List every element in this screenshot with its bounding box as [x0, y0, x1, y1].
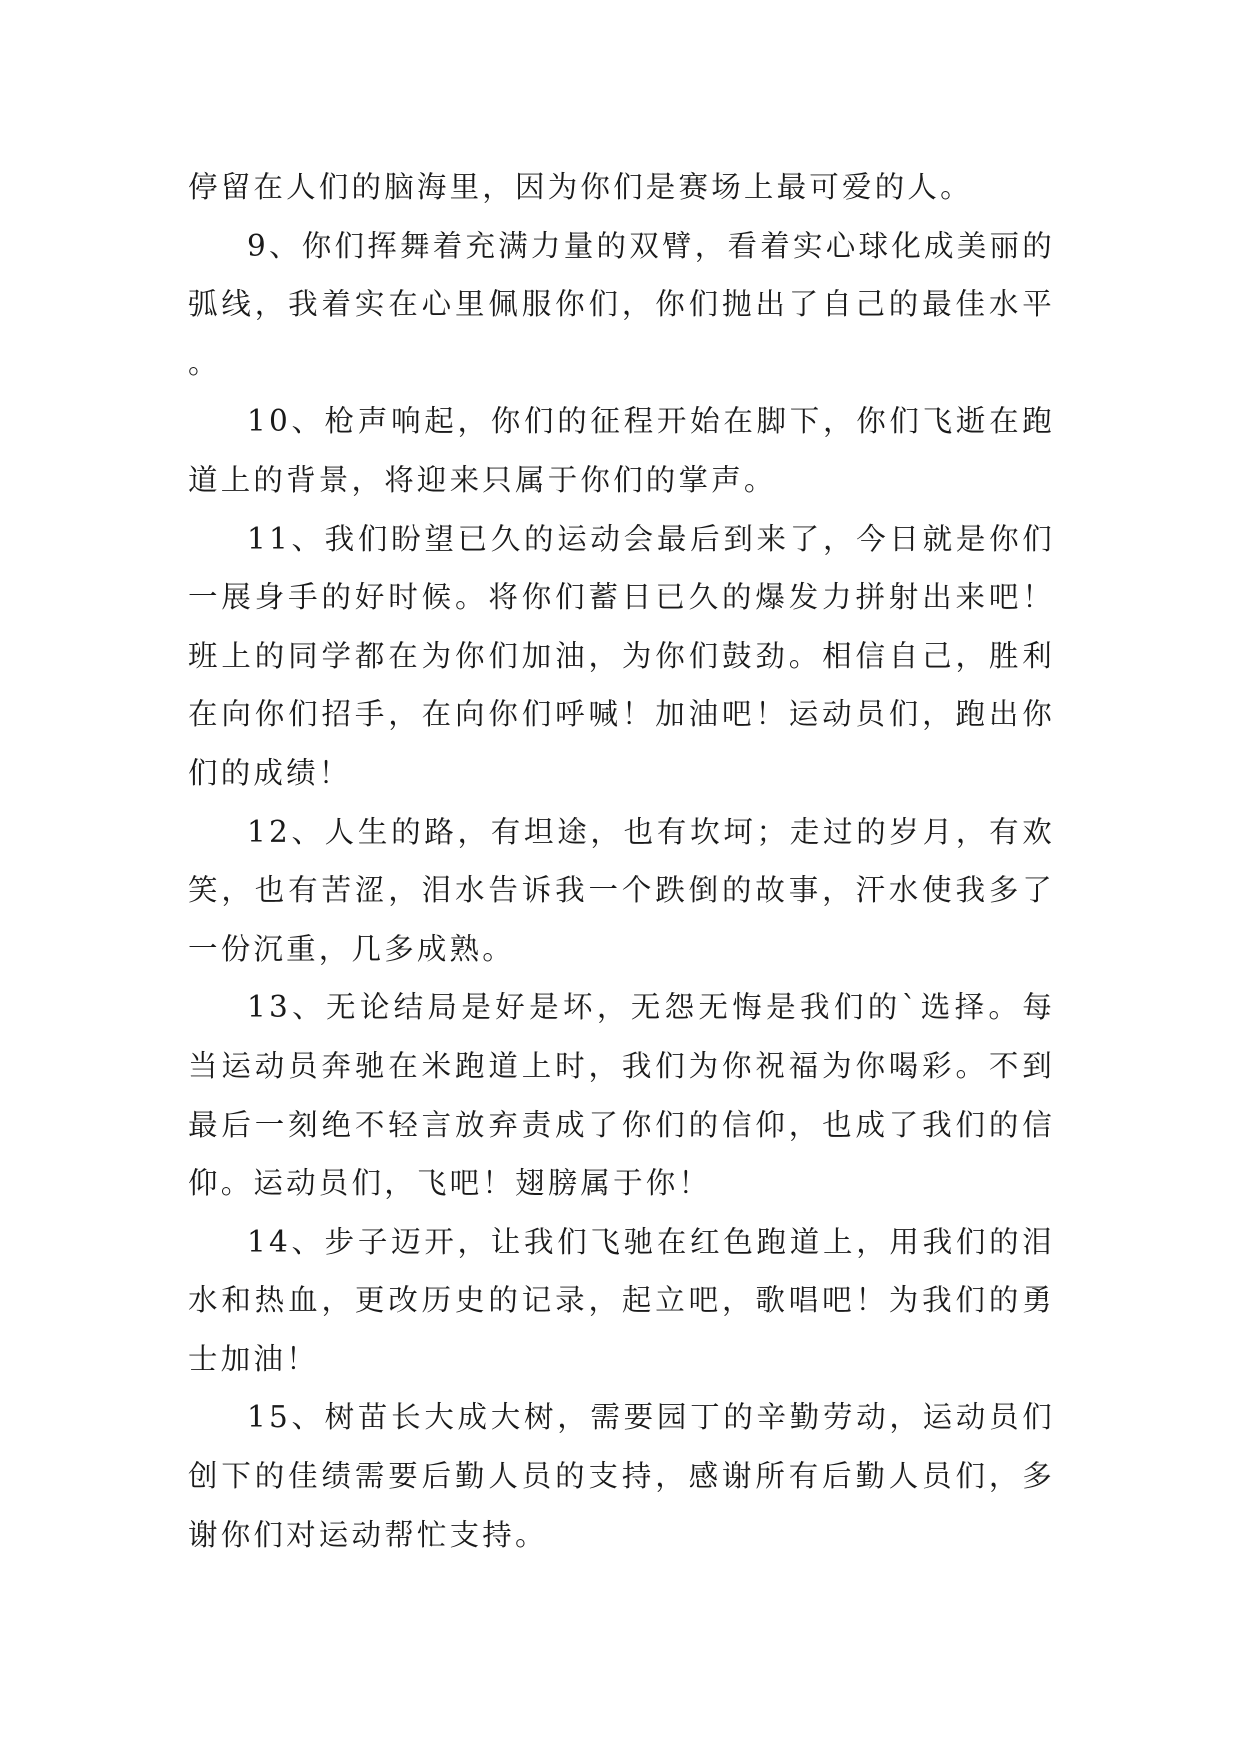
paragraph-item-9: 9、你们挥舞着充满力量的双臂，看着实心球化成美丽的弧线，我着实在心里佩服你们，你们抛出了自己的最佳水平。	[188, 228, 1055, 380]
paragraph-item-13: 13、无论结局是好是坏，无怨无悔是我们的`选择。每当运动员奔驰在米跑道上时，我们为你祝福为你喝彩。不到最后一刻绝不轻言放弃责成了你们的信仰，也成了我们的信仰。运动员们，飞吧！翅膀属于你！	[188, 990, 1055, 1201]
paragraph-item-11: 11、我们盼望已久的运动会最后到来了，今日就是你们一展身手的好时候。将你们蓄日已久的爆发力拼射出来吧！班上的同学都在为你们加油，为你们鼓劲。相信自己，胜利在向你们招手，在向你们呼喊！加油吧！运动员们，跑出你们的成绩！	[188, 521, 1055, 790]
paragraph-item-10: 10、枪声响起，你们的征程开始在脚下，你们飞逝在跑道上的背景，将迎来只属于你们的掌声。	[188, 404, 1055, 497]
paragraph-item-14: 14、步子迈开，让我们飞驰在红色跑道上，用我们的泪水和热血，更改历史的记录，起立吧，歌唱吧！为我们的勇士加油！	[188, 1224, 1055, 1376]
paragraph-item-12: 12、人生的路，有坦途，也有坎坷；走过的岁月，有欢笑，也有苦涩，泪水告诉我一个跌倒的故事，汗水使我多了一份沉重，几多成熟。	[188, 814, 1055, 966]
paragraph-item-15: 15、树苗长大成大树，需要园丁的辛勤劳动，运动员们创下的佳绩需要后勤人员的支持，感谢所有后勤人员们，多谢你们对运动帮忙支持。	[188, 1400, 1055, 1552]
paragraph-continuation: 停留在人们的脑海里，因为你们是赛场上最可爱的人。	[188, 170, 973, 204]
document-body	[188, 158, 1055, 1564]
